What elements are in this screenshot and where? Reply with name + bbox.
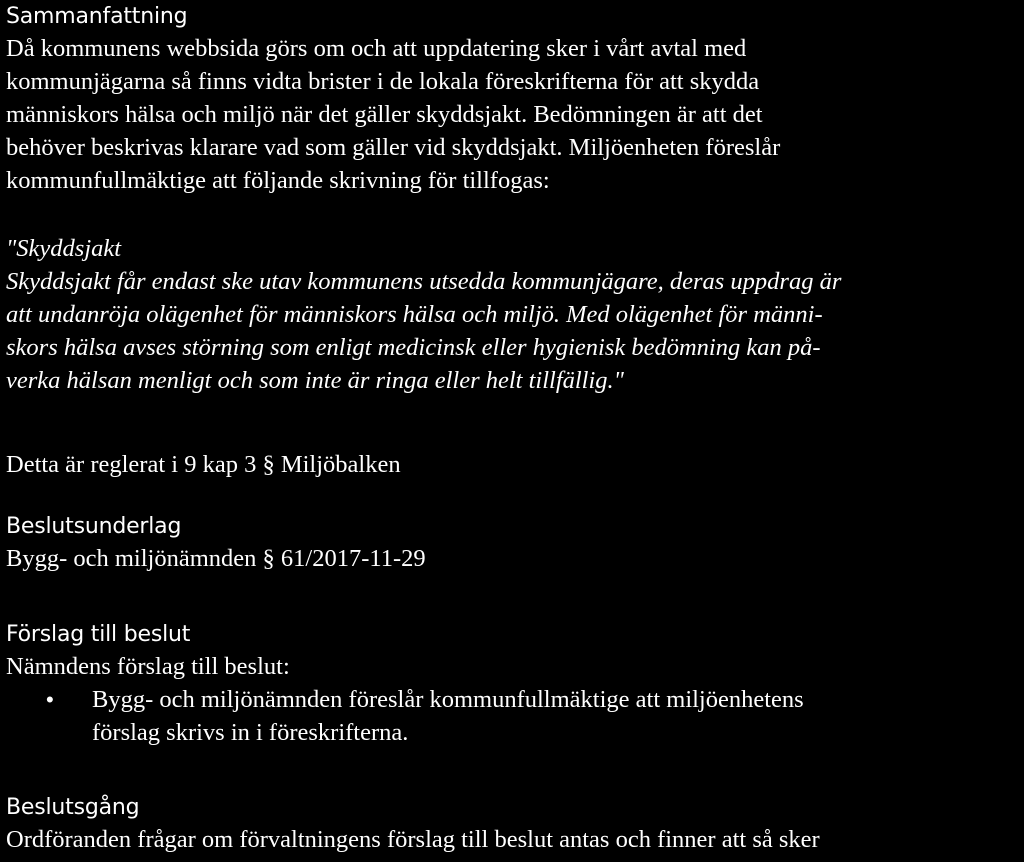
quote-line: verka hälsan menligt och som inte är ringa eller helt tillfällig." bbox=[6, 367, 624, 394]
heading-beslutsunderlag: Beslutsunderlag bbox=[6, 514, 182, 539]
quote-line: att undanröja olägenhet för människors hälsa och miljö. Med olägenhet för männi- bbox=[6, 301, 823, 328]
heading-sammanfattning: Sammanfattning bbox=[6, 4, 188, 29]
paragraph-line: människors hälsa och miljö när det gäller skyddsjakt. Bedömningen är att det bbox=[6, 101, 763, 128]
section-beslutsgang bbox=[6, 793, 820, 856]
quote-line: skors hälsa avses störning som enligt medicinsk eller hygienisk bedömning kan på- bbox=[6, 334, 821, 361]
paragraph-line: Då kommunens webbsida görs om och att uppdatering sker i vårt avtal med bbox=[6, 35, 747, 62]
forslag-intro: Nämndens förslag till beslut: bbox=[6, 653, 290, 680]
paragraph-line: behöver beskrivas klarare vad som gäller vid skyddsjakt. Miljöenheten föreslår bbox=[6, 134, 781, 161]
heading-forslag-till-beslut: Förslag till beslut bbox=[6, 622, 191, 647]
quote-line: Skyddsjakt får endast ske utav kommunens utsedda kommunjägare, deras uppdrag är bbox=[6, 268, 842, 295]
beslutsunderlag-text: Bygg- och miljönämnden § 61/2017-11-29 bbox=[6, 545, 426, 572]
list-item bbox=[6, 683, 804, 749]
section-regel bbox=[6, 448, 401, 481]
bullet-icon: • bbox=[46, 687, 54, 712]
section-sammanfattning bbox=[6, 2, 780, 197]
section-forslag-till-beslut bbox=[6, 620, 804, 749]
paragraph-line: kommunjägarna så finns vidta brister i de lokala föreskrifterna för att skydda bbox=[6, 68, 760, 95]
bullet-line: förslag skrivs in i föreskrifterna. bbox=[92, 719, 409, 746]
quote-title: "Skyddsjakt bbox=[6, 235, 122, 262]
bullet-line: Bygg- och miljönämnden föreslår kommunfullmäktige att miljöenhetens bbox=[92, 686, 804, 713]
paragraph-line: kommunfullmäktige att följande skrivning för tillfogas: bbox=[6, 167, 550, 194]
regel-text: Detta är reglerat i 9 kap 3 § Miljöbalken bbox=[6, 451, 401, 478]
beslutsgang-text: Ordföranden frågar om förvaltningens förslag till beslut antas och finner att så sker bbox=[6, 826, 820, 853]
heading-beslutsgang: Beslutsgång bbox=[6, 795, 140, 820]
quote-skyddsjakt bbox=[6, 232, 841, 397]
section-beslutsunderlag bbox=[6, 512, 426, 575]
